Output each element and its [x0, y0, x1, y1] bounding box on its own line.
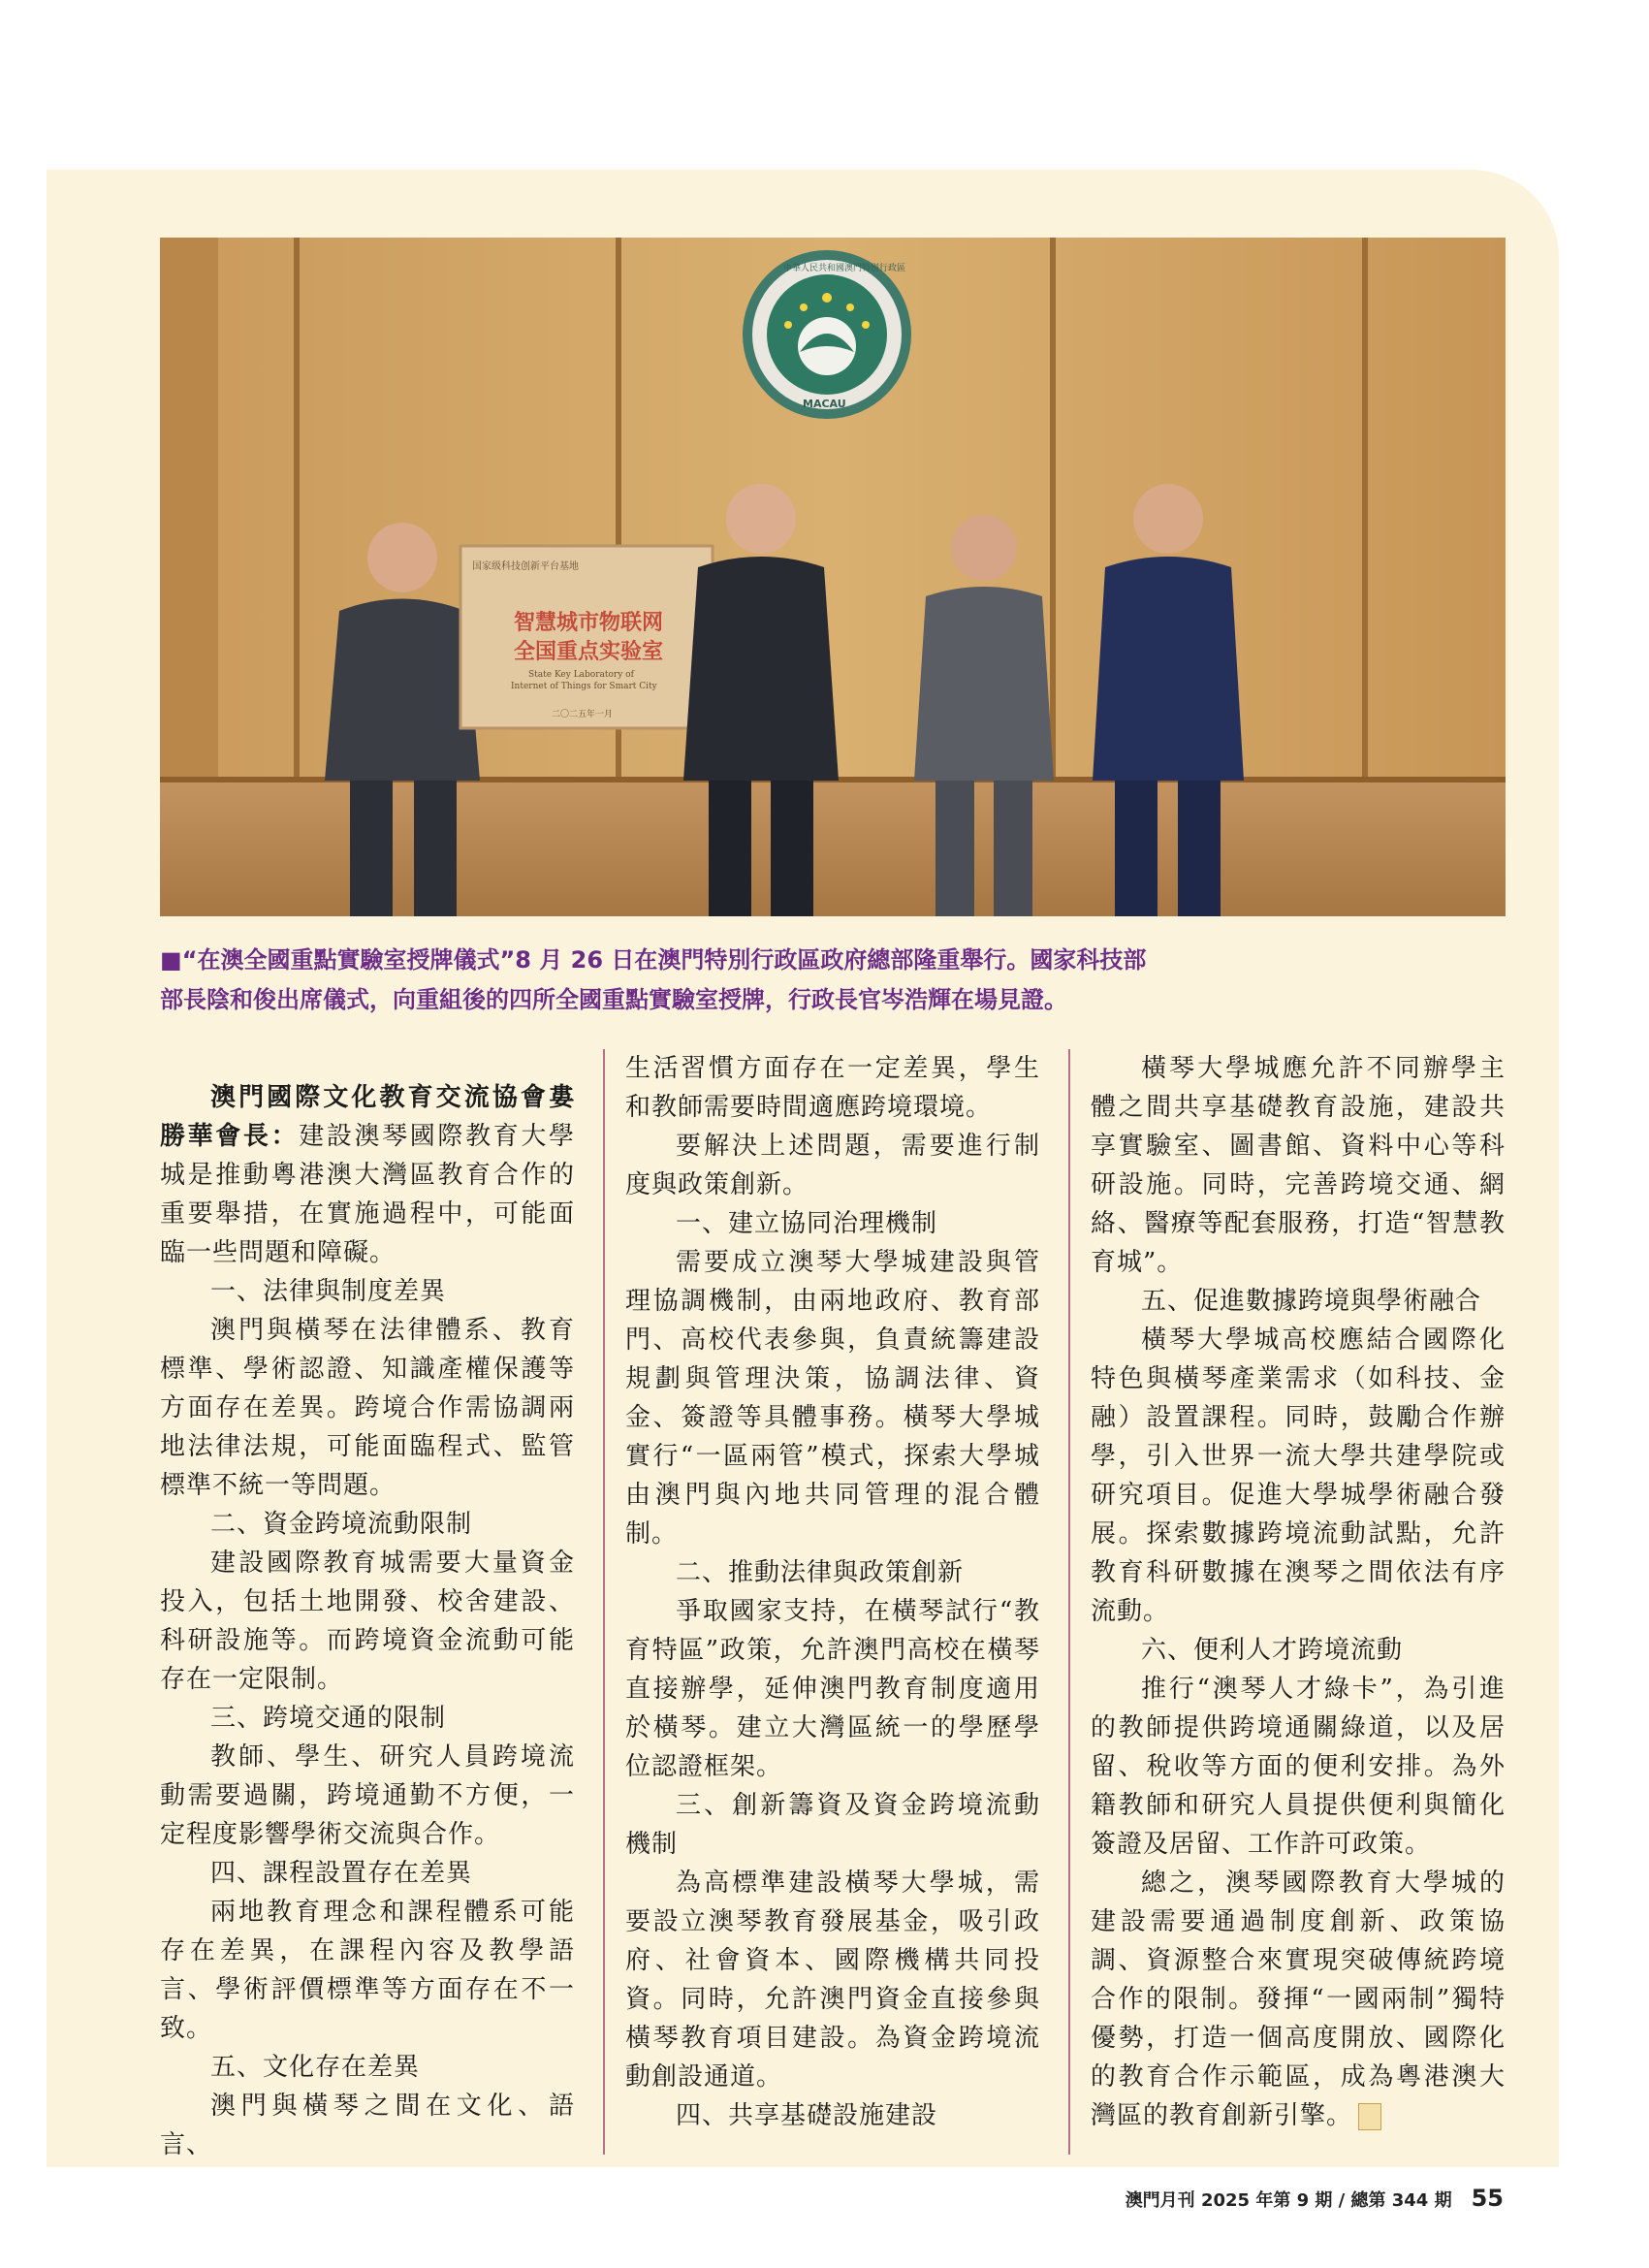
article-paragraph: 澳門國際文化教育交流協會婁勝華會長：建設澳琴國際教育大學城是推動粵港澳大灣區教育合作的重要舉措，在實施過程中，可能面臨一些問題和障礙。: [160, 1083, 575, 1267]
article-subheading: 五、促進數據跨境與學術融合: [1141, 1287, 1482, 1316]
article-paragraph: 教師、學生、研究人員跨境流動需要過關，跨境通勤不方便，一定程度影響學術交流與合作。: [160, 1742, 575, 1849]
article-subheading: 二、資金跨境流動限制: [210, 1510, 473, 1539]
column-divider-1: [603, 1049, 605, 2155]
plaque-title-line2: 全国重点实验室: [514, 640, 664, 664]
article-paragraph: 建設國際教育城需要大量資金投入，包括土地開發、校舍建設、科研設施等。而跨境資金流動可能存在一定限制。: [160, 1549, 575, 1694]
macau-emblem: [747, 255, 906, 414]
caption-marker: ■: [160, 946, 182, 974]
article-paragraph: 總之，澳琴國際教育大學城的建設需要通過制度創新、政策協調、資源整合來實現突破傳統跨境合作的限制。發揮“一國兩制”獨特優勢，打造一個高度開放、國際化的教育合作示範區，成為粵港澳大灣區的教育創新引擎。: [1091, 1869, 1506, 2130]
end-mark-logo-icon: [1358, 2103, 1381, 2130]
column-divider-2: [1068, 1049, 1070, 2155]
page-footer: [1126, 2185, 1504, 2212]
article-paragraph: 爭取國家支持，在橫琴試行“教育特區”政策，允許澳門高校在橫琴直接辦學，延伸澳門教育制度適用於橫琴。建立大灣區統一的學歷學位認證框架。: [625, 1597, 1040, 1781]
article-subheading: 二、推動法律與政策創新: [676, 1558, 965, 1587]
plaque-title-line1: 智慧城市物联网: [514, 611, 664, 635]
article-column-1: [160, 1078, 575, 2164]
page-number: 55: [1471, 2185, 1504, 2212]
publication-info: 澳門月刊 2025 年第 9 期 / 總第 344 期: [1125, 2190, 1452, 2211]
article-subheading: 四、課程設置存在差異: [210, 1859, 473, 1888]
article-paragraph: 澳門與橫琴在法律體系、教育標準、學術認證、知識產權保護等方面存在差異。跨境合作需協調兩地法律法規，可能面臨程式、監管標準不統一等問題。: [160, 1316, 575, 1500]
plaque-header: 国家级科技创新平台基地: [472, 561, 579, 572]
article-paragraph: 橫琴大學城高校應結合國際化特色與橫琴產業需求（如科技、金融）設置課程。同時，鼓勵合作辦學，引入世界一流大學共建學院或研究項目。促進大學城學術融合發展。探索數據跨境流動試點，允許教育科研數據在澳琴之間依法有序流動。: [1091, 1326, 1506, 1626]
plaque-date: 二〇二五年一月: [552, 710, 614, 719]
plaque-en-line2: Internet of Things for Smart City: [511, 682, 657, 691]
article-subheading: 一、建立協同治理機制: [676, 1209, 938, 1238]
article-paragraph: 推行“澳琴人才綠卡”，為引進的教師提供跨境通關綠道，以及居留、稅收等方面的便利安排。為外籍教師和研究人員提供便利與簡化簽證及居留、工作許可政策。: [1091, 1675, 1506, 1859]
article-paragraph: 為高標準建設橫琴大學城，需要設立澳琴教育發展基金，吸引政府、社會資本、國際機構共同投資。同時，允許澳門資金直接參與橫琴教育項目建設。為資金跨境流動創設通道。: [625, 1869, 1040, 2092]
article-subheading: 三、創新籌資及資金跨境流動機制: [625, 1791, 1040, 1859]
speaker-name: 澳門國際文化教育交流協會婁勝華會長：: [160, 1083, 575, 1151]
article-subheading: 五、文化存在差異: [210, 2053, 421, 2082]
plaque-en-line1: State Key Laboratory of: [528, 670, 634, 680]
article-subheading: 三、跨境交通的限制: [210, 1704, 447, 1733]
article-subheading: 四、共享基礎設施建設: [676, 2101, 938, 2130]
ceremony-illustration: [160, 238, 1506, 916]
article-paragraph: 需要成立澳琴大學城建設與管理協調機制，由兩地政府、教育部門、高校代表參與，負責統籌建設規劃與管理決策，協調法律、資金、簽證等具體事務。橫琴大學城實行“一區兩管”模式，探索大學城由澳門與內地共同管理的混合體制。: [625, 1248, 1040, 1549]
article-column-2: [625, 1049, 1040, 2135]
ceremony-photo: [160, 238, 1506, 916]
emblem-ring-text: 中華人民共和國澳門特別行政區: [783, 264, 906, 273]
article-paragraph: 兩地教育理念和課程體系可能存在差異，在課程內容及教學語言、學術評價標準等方面存在不一致。: [160, 1898, 575, 2043]
article-subheading: 六、便利人才跨境流動: [1141, 1636, 1404, 1665]
article-paragraph: 生活習慣方面存在一定差異，學生和教師需要時間適應跨境環境。: [625, 1054, 1040, 1122]
emblem-label: MACAU: [803, 398, 846, 410]
article-paragraph: 橫琴大學城應允許不同辦學主體之間共享基礎教育設施，建設共享實驗室、圖書館、資料中心等科研設施。同時，完善跨境交通、網絡、醫療等配套服務，打造“智慧教育城”。: [1091, 1054, 1506, 1277]
caption-line1: “在澳全國重點實驗室授牌儀式”8 月 26 日在澳門特別行政區政府總部隆重舉行。國家科技部: [181, 946, 1147, 974]
caption-line2: 部長陰和俊出席儀式，向重組後的四所全國重點實驗室授牌，行政長官岑浩輝在場見證。: [160, 986, 1067, 1013]
article-paragraph: 要解決上述問題，需要進行制度與政策創新。: [625, 1132, 1040, 1199]
article-paragraph: 澳門與橫琴之間在文化、語言、: [160, 2092, 575, 2159]
article-subheading: 一、法律與制度差異: [210, 1277, 447, 1306]
article-column-3: [1091, 1049, 1506, 2135]
photo-caption: [160, 941, 1498, 1020]
